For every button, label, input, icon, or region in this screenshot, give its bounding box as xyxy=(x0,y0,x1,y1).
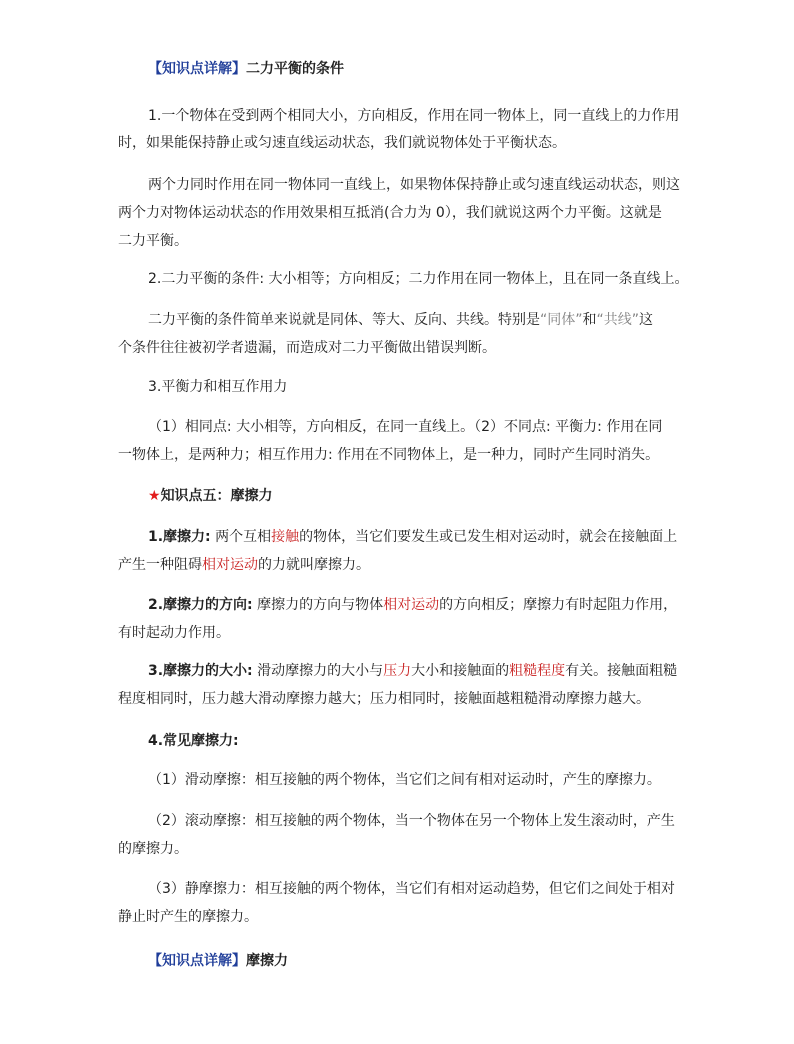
paragraph-line: （1）滑动摩擦：相互接触的两个物体，当它们之间有相对运动时，产生的摩擦力。 xyxy=(148,772,661,788)
paragraph-line: 时，如果能保持静止或匀速直线运动状态，我们就说物体处于平衡状态。 xyxy=(118,135,566,151)
text-run: 两个互相 xyxy=(210,529,272,545)
text-run: 这 xyxy=(639,312,654,328)
quoted-term: “同体” xyxy=(540,312,583,328)
paragraph-line: 两个力同时作用在同一物体同一直线上，如果物体保持静止或匀速直线运动状态，则这 xyxy=(148,177,680,193)
text-run: 产生一种阻碍 xyxy=(118,557,202,573)
paragraph-line: 静止时产生的摩擦力。 xyxy=(118,909,258,925)
paragraph-line: 程度相同时，压力越大滑动摩擦力越大；压力相同时，接触面越粗糙滑动摩擦力越大。 xyxy=(118,691,650,707)
text-run: 的力就叫摩擦力。 xyxy=(258,557,370,573)
section-header-balance xyxy=(148,59,344,79)
paragraph-line: 一物体上，是两种力；相互作用力: 作用在不同物体上，是一种力，同时产生同时消失。 xyxy=(118,447,660,463)
text-run: 的物体，当它们要发生或已发生相对运动时，就会在接触面上 xyxy=(299,529,678,545)
term-label: 3.摩擦力的大小: xyxy=(148,663,253,679)
highlight-term: 相对运动 xyxy=(383,597,440,613)
term-label: 1.摩擦力: xyxy=(148,529,211,545)
paragraph-line xyxy=(148,527,677,547)
paragraph-line xyxy=(148,661,677,681)
highlight-term: 粗糙程度 xyxy=(509,663,566,679)
header-title: 摩擦力 xyxy=(246,953,288,969)
paragraph-line: 有时起动力作用。 xyxy=(118,625,230,641)
subheading: 4.常见摩擦力: xyxy=(148,733,239,749)
paragraph-line: 两个力对物体运动状态的作用效果相互抵消(合力为 0），我们就说这两个力平衡。这就是 xyxy=(118,205,662,221)
text-run: 摩擦力的方向与物体 xyxy=(252,597,384,613)
paragraph-line: 二力平衡。 xyxy=(118,233,188,249)
paragraph-line: （2）滚动摩擦：相互接触的两个物体，当一个物体在另一个物体上发生滚动时，产生 xyxy=(148,813,675,829)
header-bracket: 【知识点详解】 xyxy=(148,953,246,969)
paragraph-line: 2.二力平衡的条件: 大小相等；方向相反；二力作用在同一物体上，且在同一条直线上。 xyxy=(148,271,689,287)
paragraph-line xyxy=(148,595,677,615)
text-run: 的方向相反；摩擦力有时起阻力作用， xyxy=(439,597,678,613)
paragraph-line xyxy=(148,310,653,330)
paragraph-line: 的摩擦力。 xyxy=(118,841,188,857)
header-bracket: 【知识点详解】 xyxy=(148,61,246,77)
header-title: 知识点五：摩擦力 xyxy=(160,488,273,504)
highlight-term: 接触 xyxy=(271,529,300,545)
header-title: 二力平衡的条件 xyxy=(246,61,344,77)
text-run: 有关。接触面粗糙 xyxy=(565,663,678,679)
section-header-friction xyxy=(148,486,273,506)
paragraph-line: （1）相同点: 大小相等，方向相反，在同一直线上。（2）不同点: 平衡力: 作用在同 xyxy=(148,419,663,435)
text-run: 和 xyxy=(582,312,597,328)
section-header-friction-detail xyxy=(148,951,288,971)
highlight-term: 相对运动 xyxy=(202,557,258,573)
text-run: 滑动摩擦力的大小与 xyxy=(252,663,384,679)
term-label: 2.摩擦力的方向: xyxy=(148,597,253,613)
paragraph-line xyxy=(118,555,370,575)
quoted-term: “共线” xyxy=(596,312,640,328)
paragraph-line: 个条件往往被初学者遗漏，而造成对二力平衡做出错误判断。 xyxy=(118,340,496,356)
paragraph-line: 3.平衡力和相互作用力 xyxy=(148,379,288,395)
paragraph-line: 1.一个物体在受到两个相同大小，方向相反，作用在同一物体上，同一直线上的力作用 xyxy=(148,108,680,124)
paragraph-line: （3）静摩擦力：相互接触的两个物体，当它们有相对运动趋势，但它们之间处于相对 xyxy=(148,881,675,897)
highlight-term: 压力 xyxy=(383,663,412,679)
text-run: 二力平衡的条件简单来说就是同体、等大、反向、共线。特别是 xyxy=(148,312,540,328)
text-run: 大小和接触面的 xyxy=(411,663,510,679)
star-icon: ★ xyxy=(148,488,161,504)
